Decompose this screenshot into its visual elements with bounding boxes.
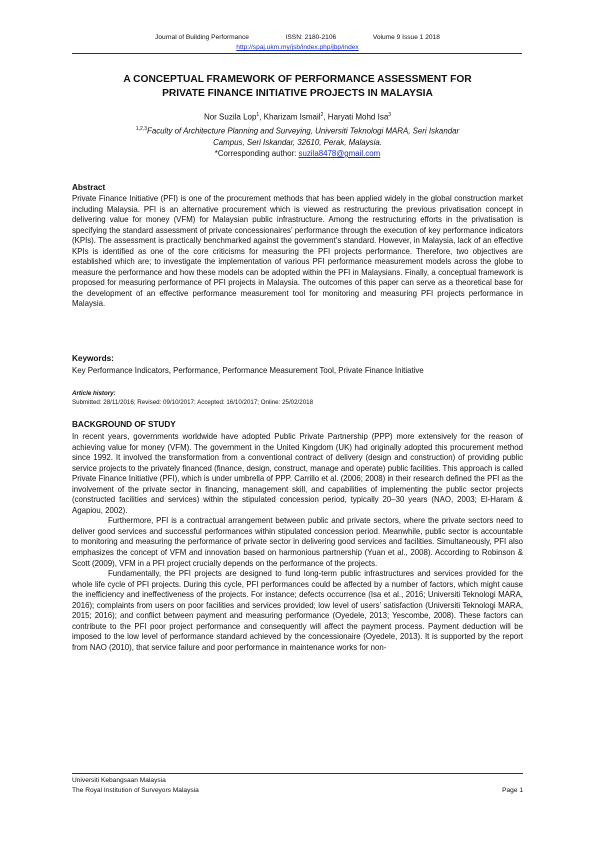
affiliation-line-2: Campus, Seri Iskandar, 32610, Perak, Malaysia. <box>213 138 382 148</box>
author-separator: , <box>323 112 328 122</box>
footer-university: Universiti Kebangsaan Malaysia <box>72 777 166 784</box>
author-2: Kharizam Ismail <box>263 112 321 122</box>
author-separator: , <box>259 112 264 122</box>
paper-title <box>72 73 523 101</box>
corresponding-email-link[interactable]: suzila8478@gmail.com <box>298 149 381 158</box>
author-3: Haryati Mohd Isa <box>327 112 389 122</box>
article-history-heading: Article history: <box>72 390 116 397</box>
author-3-sup: 3 <box>388 112 392 118</box>
background-section <box>72 432 523 653</box>
corresponding-label: *Corresponding author: <box>214 149 299 158</box>
background-paragraph-3: Fundamentally, the PFI projects are designed to fund long-term public infrastructures and services provided for the whole life cycle of PFI projects. During this cycle, PFI performances could be affected by a number of factors, which might cause the inefficiency and ineffectiveness of the projects. For instance; defects occurrence (Isa et al., 2016; Universiti Teknologi MARA, 2016); complaints from users on poor facilities and services provided; low level of users’ satisfaction (Universiti Teknologi MARA, 2015; 2016); and conflict between payment and measuring performance (Oyedele, 2013; Yescombe, 2008). These factors can contribute to the PFI poor project performance and consequently will affect the payment process. Payment deduction will be imposed to the low level of performance standard achieved by the concessionaire (Oyedele, 2013). It is supported by the report from NAO (2010), that service failure and poor performance in maintenance works for non- <box>72 569 523 652</box>
author-1: Nor Suzila Lop <box>203 112 257 122</box>
header-divider <box>72 53 522 54</box>
abstract-heading: Abstract <box>72 183 106 192</box>
keywords-heading: Keywords: <box>72 354 114 363</box>
affiliation-line-1: Faculty of Architecture Planning and Surveying, Universiti Teknologi MARA, Seri Iskandar <box>147 126 460 136</box>
page-number: Page 1 <box>502 787 523 794</box>
affiliation-sup: 1,2,3 <box>135 126 147 132</box>
journal-url-line <box>0 44 595 51</box>
keywords-text: Key Performance Indicators, Performance, Performance Measurement Tool, Private Finance Initiative <box>72 366 424 375</box>
journal-name: Journal of Building Performance <box>155 34 249 41</box>
affiliation <box>92 124 503 148</box>
abstract-text: Private Finance Initiative (PFI) is one of the procurement methods that has been applied widely in the global construction market including Malaysia. PFI is an alternative procurement which is viewed as restructuring the previous privatisation concept in delivering value for money (VFM) for Malaysian public infrastructure. Among the restructuring efforts in the privatisation is specifying the standard assessment of private concessionaires’ performance through the execution of key performance indicators (KPIs). The assessment is practically benchmarked against the government’s standard. However, in Malaysia, lack of an effective KPIs is identified as one of the core criticisms for measuring the PFI projects performance. Therefore, two objectives are established which are; to investigate the implementation of various PFI performance measurement models across the globe to measure the performance and how these models can be adopted within the PFI in Malaysians. Finally, a conceptual framework is proposed for measuring performance of PFI projects in Malaysia. The outcomes of this paper can serve as a theoretical base for the development of an effective performance measurement tool for monitoring and measuring PFI projects performance in Malaysia. <box>72 194 523 309</box>
author-list <box>72 112 523 122</box>
footer-divider <box>72 773 523 774</box>
title-line-1: A CONCEPTUAL FRAMEWORK OF PERFORMANCE ASSESSMENT FOR <box>123 74 472 85</box>
running-header <box>0 34 595 41</box>
journal-url-link[interactable]: http://spaj.ukm.my/jsb/index.php/jbp/index <box>236 44 359 51</box>
author-2-sup: 2 <box>320 112 324 118</box>
background-paragraph-1: In recent years, governments worldwide have adopted Public Private Partnership (PPP) more extensively for the reason of achieving value for money (VFM). The government in the United Kingdom (UK) had originally adopted this procurement method since 1992. It involved the transformation from a conventional contract of delivery (design and construction) of providing public service projects to the privately financed (finance, design, construct, manage and operate) public facilities. This approach is called Private Finance Initiative (PFI), which is under umbrella of PPP. Carrillo et al. (2006; 2008) in their research defined the PFI as the involvement of the private sector in financing, management skill, and capabilities of implementing the public sector projects (constructed facilities and services) within the stipulated concession period, typically 20–30 years (NAO, 2003; El-Haram & Agapiou, 2002). <box>72 432 523 515</box>
title-line-2: PRIVATE FINANCE INITIATIVE PROJECTS IN MALAYSIA <box>162 88 433 99</box>
journal-issn: ISSN: 2180-2106 <box>285 34 337 41</box>
background-paragraph-2: Furthermore, PFI is a contractual arrangement between public and private sectors, where the private sectors need to deliver good services and successful performances within stipulated concession period. Meanwhile, public sector is accountable to monitoring and measuring the performance of private sector in delivering good services and facilities. Simultaneously, PFI also emphasizes the concept of VFM and innovation based on harmonious partnership (Yuan et al., 2008). According to Robinson & Scott (2009), VFM in a PFI project crucially depends on the performance of the projects. <box>72 516 523 568</box>
corresponding-author <box>72 148 523 159</box>
background-heading: BACKGROUND OF STUDY <box>72 420 176 429</box>
journal-volume: Volume 9 Issue 1 2018 <box>372 34 440 41</box>
footer-institution: The Royal Institution of Surveyors Malaysia <box>72 787 199 794</box>
author-1-sup: 1 <box>256 112 260 118</box>
article-history-text: Submitted: 28/11/2016; Revised: 09/10/2017; Accepted: 16/10/2017; Online: 25/02/2018 <box>72 399 314 406</box>
